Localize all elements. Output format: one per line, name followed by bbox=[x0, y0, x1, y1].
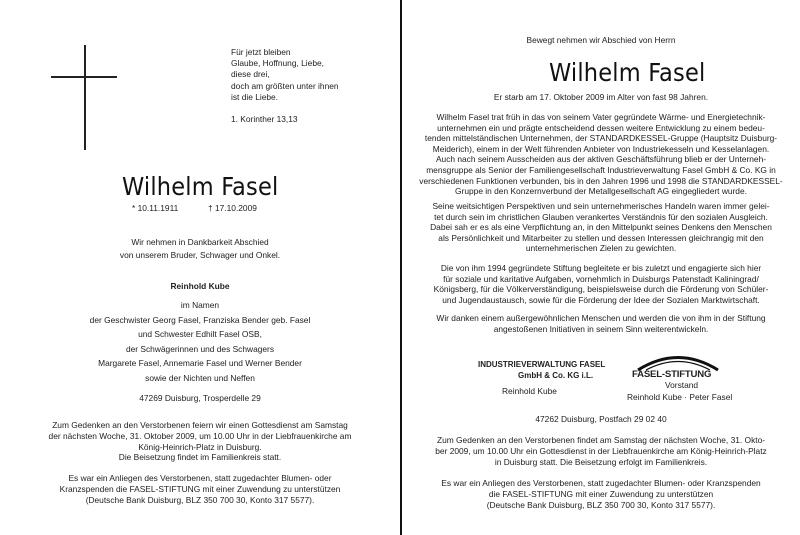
bible-verse: Für jetzt bleiben Glaube, Hoffnung, Liebe, diese drei, doch am größten unter ihnen ist die Liebe. bbox=[231, 47, 339, 102]
family-list: im Namen der Geschwister Georg Fasel, Franziska Bender geb. Fasel und Schwester Edhilt Fasel OSB, der Schwägerinnen und des Schwagers Margarete Fasel, Annemarie Fasel und Werner Bender sowie der Nichten und Neffen bbox=[89, 300, 311, 383]
service-notice: Zum Gedenken an den Verstorbenen findet am Samstag der nächsten Woche, 31. Okto- ber 2009, um 10.00 Uhr ein Gottesdienst in der Liebfrauenkirche am König-Heinrich-Platz in Duisburg statt. Die Beisetzung erfolgt im Familienkreis. bbox=[435, 435, 767, 467]
home-address: 47269 Duisburg, Trosperdelle 29 bbox=[139, 393, 261, 403]
header-text: Bewegt nehmen wir Abschied von Herrn bbox=[526, 35, 676, 45]
deceased-name: Wilhelm Fasel bbox=[549, 58, 706, 87]
service-notice: Zum Gedenken an den Verstorbenen feiern wir einen Gottesdienst am Samstag der nächsten Woche, 31. Oktober 2009, um 10.00 Uhr in der Liebfrauenkirche am König-Heinrich-Platz in Duisburg. Die Beisetzung findet im Familienkreis statt. bbox=[48, 420, 352, 463]
foundation-logo-text: FASEL-STIFTUNG bbox=[632, 369, 712, 380]
biography-paragraph-1: Wilhelm Fasel trat früh in das von seinem Vater gegründete Wärme- und Energietechnik- unternehmen ein und prägte entscheidend dessen weitere Entwicklung zu einem bedeu- tenden mittelständischen Unternehmen, der STANDARDKESSEL-Gruppe (Hauptsitz Duisburg- Meiderich), einem in der Welt führenden Anbieter von Industriekesseln und Kesselanlagen. Auch nach seinem Ausscheiden aus der aktiven Geschäftsführung blieb er der Unterneh- mensgruppe als Senior der Familiengesellschaft Industrieverwaltung Fasel GmbH & Co. KG in verschiedenen Funktionen verbunden, bis in den Jahren 1996 und 1998 die STANDARDKESSEL- Gruppe in den Konzernverbund der Metallgesellschaft AG eingegliedert wurde. bbox=[419, 112, 783, 197]
biography-paragraph-4: Wir danken einem außergewöhnlichen Menschen und werden die von ihm in der Stiftung angestoßenen Initiativen in seinem Sinn weiterentwickeln. bbox=[436, 313, 766, 334]
signer-name: Reinhold Kube bbox=[170, 281, 230, 291]
company-legal-form: GmbH & Co. KG i.L. bbox=[518, 371, 594, 380]
bible-reference: 1. Korinther 13,13 bbox=[231, 114, 298, 124]
deceased-name: Wilhelm Fasel bbox=[122, 172, 279, 201]
death-date: † 17.10.2009 bbox=[208, 203, 257, 213]
foundation-address: 47262 Duisburg, Postfach 29 02 40 bbox=[535, 414, 667, 424]
donation-notice: Es war ein Anliegen des Verstorbenen, statt zugedachter Blumen- oder Kranzspenden die FASEL-STIFTUNG mit einer Zuwendung zu unterstützen (Deutsche Bank Duisburg, BLZ 350 700 30, Konto 317 5577). bbox=[441, 478, 761, 510]
mourning-text: Wir nehmen in Dankbarkeit Abschied von unserem Bruder, Schwager und Onkel. bbox=[119, 237, 281, 260]
foundation-signers: Reinhold Kube · Peter Fasel bbox=[627, 392, 733, 402]
company-name: INDUSTRIEVERWALTUNG FASEL bbox=[478, 360, 606, 369]
foundation-role: Vorstand bbox=[665, 380, 699, 390]
birth-date: * 10.11.1911 bbox=[132, 203, 179, 213]
cross-icon bbox=[84, 45, 86, 150]
biography-paragraph-2: Seine weitsichtigen Perspektiven und sein unternehmerisches Handeln waren immer gelei- tet durch sein im christlichen Glauben verankertes Verständnis für den sozialen Ausgleich. Dabei sah er es als eine Verpflichtung an, in den Mittelpunkt seines Denkens den Menschen als Persönlichkeit und Mitarbeiter zu stellen und dessen Interessen gleichrangig mit den unternehmerischen Zielen zu gewichten. bbox=[430, 201, 772, 254]
biography-paragraph-3: Die von ihm 1994 gegründete Stiftung begleitete er bis zuletzt und engagierte sich hier für soziale und karitative Aufgaben, vornehmlich in Duisburgs Patenstadt Kaliningrad/ Königsberg, für die Völkerverständigung, beispielsweise durch die Förderung von Schüler- und Jugendaustausch, sowie für die Förderung der Idee der Sozialen Marktwirtschaft. bbox=[433, 263, 769, 305]
death-subtitle: Er starb am 17. Oktober 2009 im Alter von fast 98 Jahren. bbox=[493, 92, 709, 102]
donation-notice: Es war ein Anliegen des Verstorbenen, statt zugedachter Blumen- oder Kranzspenden die FASEL-STIFTUNG mit einer Zuwendung zu unterstützen (Deutsche Bank Duisburg, BLZ 350 700 30, Konto 317 5577). bbox=[59, 473, 341, 505]
company-signer: Reinhold Kube bbox=[502, 386, 557, 396]
cross-icon-bar bbox=[51, 76, 117, 78]
